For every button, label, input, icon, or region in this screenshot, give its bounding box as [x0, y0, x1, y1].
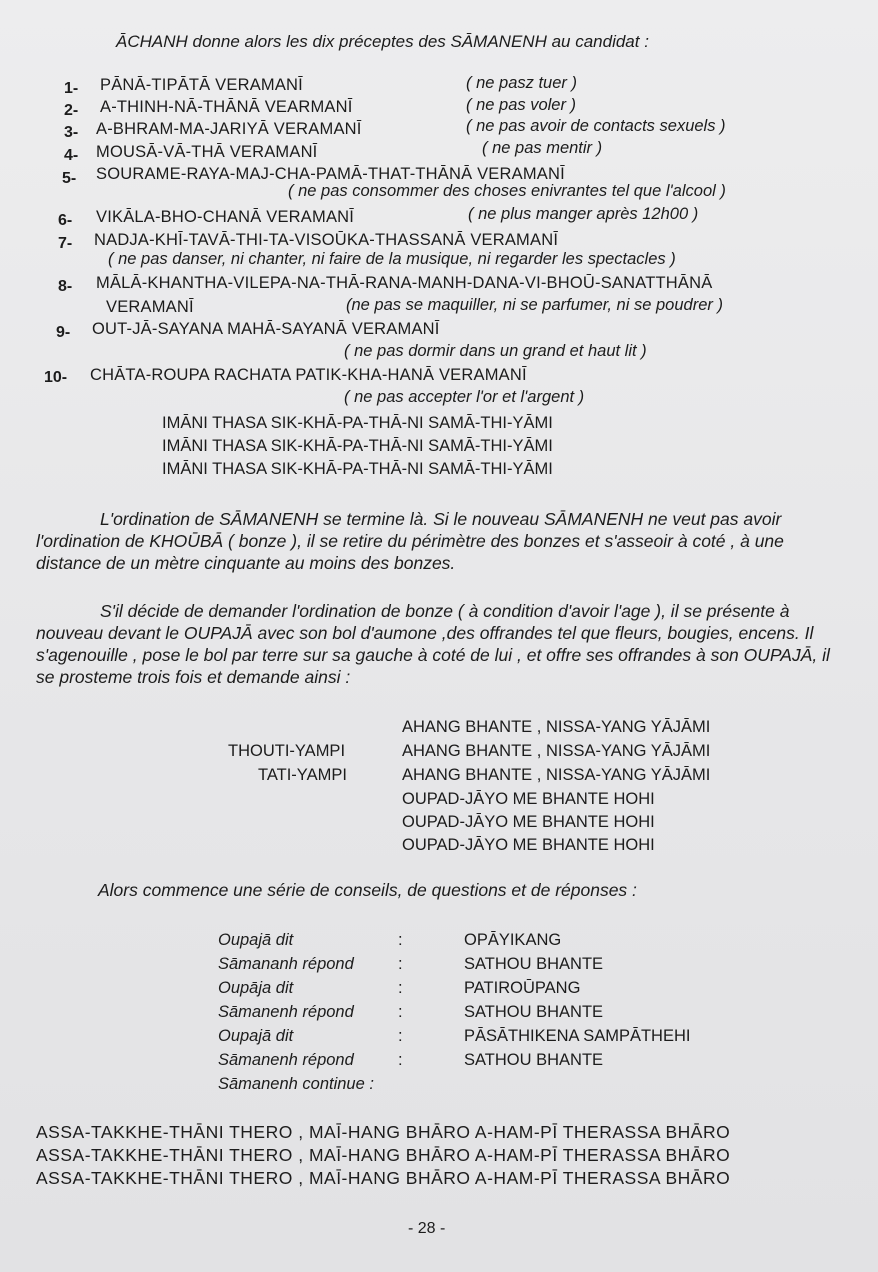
ahang-line: AHANG BHANTE , NISSA-YANG YĀJĀMI — [402, 718, 711, 736]
imani-line: IMĀNI THASA SIK-KHĀ-PA-THĀ-NI SAMĀ-THI-YĀMI — [162, 414, 553, 432]
imani-line: IMĀNI THASA SIK-KHĀ-PA-THĀ-NI SAMĀ-THI-YĀMI — [162, 460, 553, 478]
assa-line: ASSA-TAKKHE-THĀNI THERO , MAĪ-HANG BHĀRO A-HAM-PĪ THERASSA BHĀRO — [36, 1168, 731, 1188]
oupad-line: OUPAD-JĀYO ME BHANTE HOHI — [402, 790, 655, 808]
precept-pali: MĀLĀ-KHANTHA-VILEPA-NA-THĀ-RANA-MANH-DANA-VI-BHOŪ-SANATTHĀNĀ — [96, 274, 713, 292]
precept-number: 10- — [44, 369, 68, 386]
precept-pali: VIKĀLA-BHO-CHANĀ VERAMANĪ — [96, 208, 355, 226]
precept-pali: PĀNĀ-TIPĀTĀ VERAMANĪ — [100, 76, 303, 94]
precept-number: 2- — [64, 102, 79, 119]
precept-translation: (ne pas se maquiller, ni se parfumer, ni se poudrer ) — [346, 296, 723, 314]
precept-pali-continued: VERAMANĪ — [106, 298, 194, 316]
precept-pali: SOURAME-RAYA-MAJ-CHA-PAMĀ-THAT-THĀNĀ VERAMANĪ — [96, 165, 565, 183]
assa-line: ASSA-TAKKHE-THĀNI THERO , MAĪ-HANG BHĀRO A-HAM-PĪ THERASSA BHĀRO — [36, 1122, 731, 1142]
precept-translation: ( ne pas mentir ) — [482, 139, 603, 157]
ahang-prefix: THOUTI-YAMPI — [228, 742, 346, 760]
ahang-line: AHANG BHANTE , NISSA-YANG YĀJĀMI — [402, 766, 711, 784]
precept-pali: A-BHRAM-MA-JARIYĀ VERAMANĪ — [96, 120, 362, 138]
document-page: ĀCHANH donne alors les dix préceptes des SĀMANENH au candidat : 1- PĀNĀ-TIPĀTĀ VERAMANĪ ( ne pasz tuer ) 2- A-THINH-NĀ-THĀNĀ VEARMANĪ ( ne pas voler ) 3- A-BHRAM-MA-JARIYĀ VERAMANĪ ( ne pas avoir de contacts sexuels ) 4- MOUSĀ-VĀ-THĀ VERAMANĪ ( ne pas mentir ) 5- SOURAME-RAYA-MAJ-CHA-PAMĀ-THAT-THĀNĀ VERAMANĪ ( ne pas consommer des choses enivrantes tel que l'alcool ) 6- VIKĀLA-BHO-CHANĀ VERAMANĪ ( ne plus manger après 12h00 ) 7- NADJA-KHĪ-TAVĀ-THI-TA-VISOŪKA-THASSANĀ VERAMANĪ ( ne pas danser, ni chanter, ni faire de la musique, ni regarder les spectacles ) 8- MĀLĀ-KHANTHA-VILEPA-NA-THĀ-RANA-MANH-DANA-VI-BHOŪ-SANATTHĀNĀ VERAMANĪ (ne pas se maquiller, ni se parfumer, ni se poudrer ) 9- OUT-JĀ-SAYANA MAHĀ-SAYANĀ VERAMANĪ ( ne pas dormir dans un grand et haut lit ) 10- CHĀTA-ROUPA RACHATA PATIK-KHA-HANĀ VERAMANĪ ( ne pas accepter l'or et l'argent ) IMĀNI THASA SIK-KHĀ-PA-THĀ-NI SAMĀ-THI-YĀMI IMĀNI THASA SIK-KHĀ-PA-THĀ-NI SAMĀ-THI-YĀMI IMĀNI THASA SIK-KHĀ-PA-THĀ-NI SAMĀ-THI-YĀMI L'ordination de SĀMANENH se termine là. Si le nouveau SĀMANENH ne veut pas avoir l'ordination de KHOŪBĀ ( bonze ), il se retire du périmètre des bonzes et s'asseoir à coté , à une distance de un mètre cinquante au moins des bonzes. S'il décide de demander l'ordination de bonze ( à condition d'avoir l'age ), il se présente à nouveau devant le OUPAJĀ avec son bol d'aumone ,des offrandes tel que fleurs, bougies, encens. Il s'agenouille , pose le bol par terre sur sa gauche à coté de lui , et offre ses offrandes à son OUPAJĀ, il se prosteme trois fois et demande ainsi : AHANG BHANTE , NISSA-YANG YĀJĀMI THOUTI-YAMPI AHANG BHANTE , NISSA-YANG YĀJĀMI TATI-YAMPI AHANG BHANTE , NISSA-YANG YĀJĀMI OUPAD-JĀYO ME BHANTE HOHI OUPAD-JĀYO ME BHANTE HOHI OUPAD-JĀYO ME BHANTE HOHI Alors commence une série de conseils, de questions et de réponses : Oupajā dit : OPĀYIKANG Sāmananh répond : SATHOU BHANTE Oupāja dit : PATIROŪPANG Sāmanenh répond : SATHOU BHANTE Oupajā dit : PĀSĀTHIKENA SAMPĀTHEHI Sāmanenh répond : SATHOU BHANTE Sāmanenh continue : ASSA-TAKKHE-THĀNI THERO , MAĪ-HANG BHĀRO A-HAM-PĪ THERASSA BHĀRO ASSA-TAKKHE-THĀNI THERO , MAĪ-HANG BHĀRO A-HAM-PĪ THERASSA BHĀRO ASSA-TAKKHE-THĀNI THERO , MAĪ-HANG BHĀRO A-HAM-PĪ THERASSA BHĀRO - 28 - — [0, 0, 878, 1272]
paragraph-bonze: S'il décide de demander l'ordination de bonze ( à condition d'avoir l'age ), il se présente à nouveau devant le OUPAJĀ avec son bol d'aumone ,des offrandes tel que fleurs, bougies, encens. Il s'agenouille , pose le bol par terre sur sa gauche à coté de lui , et offre ses offrandes à son OUPAJĀ, il se prosteme trois fois et demande ainsi : — [36, 601, 830, 687]
precept-number: 6- — [58, 212, 73, 229]
precept-pali: OUT-JĀ-SAYANA MAHĀ-SAYANĀ VERAMANĪ — [92, 320, 440, 338]
precept-pali: MOUSĀ-VĀ-THĀ VERAMANĪ — [96, 143, 318, 161]
page-number: - 28 - — [408, 1220, 446, 1237]
precept-number: 8- — [58, 278, 73, 295]
imani-block — [162, 412, 553, 481]
precept-pali: A-THINH-NĀ-THĀNĀ VEARMANĪ — [100, 98, 353, 116]
precept-number: 7- — [58, 235, 73, 252]
oupad-line: OUPAD-JĀYO ME BHANTE HOHI — [402, 836, 655, 854]
intro-line: ĀCHANH donne alors les dix préceptes des SĀMANENH au candidat : — [116, 32, 649, 51]
precept-translation: ( ne pas avoir de contacts sexuels ) — [466, 117, 726, 135]
precept-number: 9- — [56, 324, 71, 341]
precept-translation: ( ne pas accepter l'or et l'argent ) — [344, 388, 585, 406]
precept-pali: CHĀTA-ROUPA RACHATA PATIK-KHA-HANĀ VERAMANĪ — [90, 366, 527, 384]
precept-translation: ( ne pas dormir dans un grand et haut lit ) — [344, 342, 647, 360]
precept-number: 4- — [64, 147, 79, 164]
precept-translation: ( ne pasz tuer ) — [466, 74, 577, 92]
precept-number: 5- — [62, 170, 77, 187]
precept-translation: ( ne pas consommer des choses enivrantes tel que l'alcool ) — [288, 182, 726, 200]
oupad-line: OUPAD-JĀYO ME BHANTE HOHI — [402, 813, 655, 831]
precept-pali: NADJA-KHĪ-TAVĀ-THI-TA-VISOŪKA-THASSANĀ VERAMANĪ — [94, 231, 559, 249]
paragraph-ordination: L'ordination de SĀMANENH se termine là. Si le nouveau SĀMANENH ne veut pas avoir l'ordination de KHOŪBĀ ( bonze ), il se retire du périmètre des bonzes et s'asseoir à coté , à une distance de un mètre cinquante au moins des bonzes. — [36, 509, 784, 573]
ahang-line: AHANG BHANTE , NISSA-YANG YĀJĀMI — [402, 742, 711, 760]
imani-line: IMĀNI THASA SIK-KHĀ-PA-THĀ-NI SAMĀ-THI-YĀMI — [162, 437, 553, 455]
conseils-line: Alors commence une série de conseils, de questions et de réponses : — [98, 880, 637, 900]
precept-translation: ( ne pas danser, ni chanter, ni faire de la musique, ni regarder les spectacles ) — [108, 250, 676, 268]
ahang-prefix: TATI-YAMPI — [258, 766, 347, 784]
precept-number: 3- — [64, 124, 79, 141]
precept-translation: ( ne pas voler ) — [466, 96, 577, 114]
precept-number: 1- — [64, 80, 79, 97]
assa-line: ASSA-TAKKHE-THĀNI THERO , MAĪ-HANG BHĀRO A-HAM-PĪ THERASSA BHĀRO — [36, 1145, 731, 1165]
precept-translation: ( ne plus manger après 12h00 ) — [468, 205, 699, 223]
